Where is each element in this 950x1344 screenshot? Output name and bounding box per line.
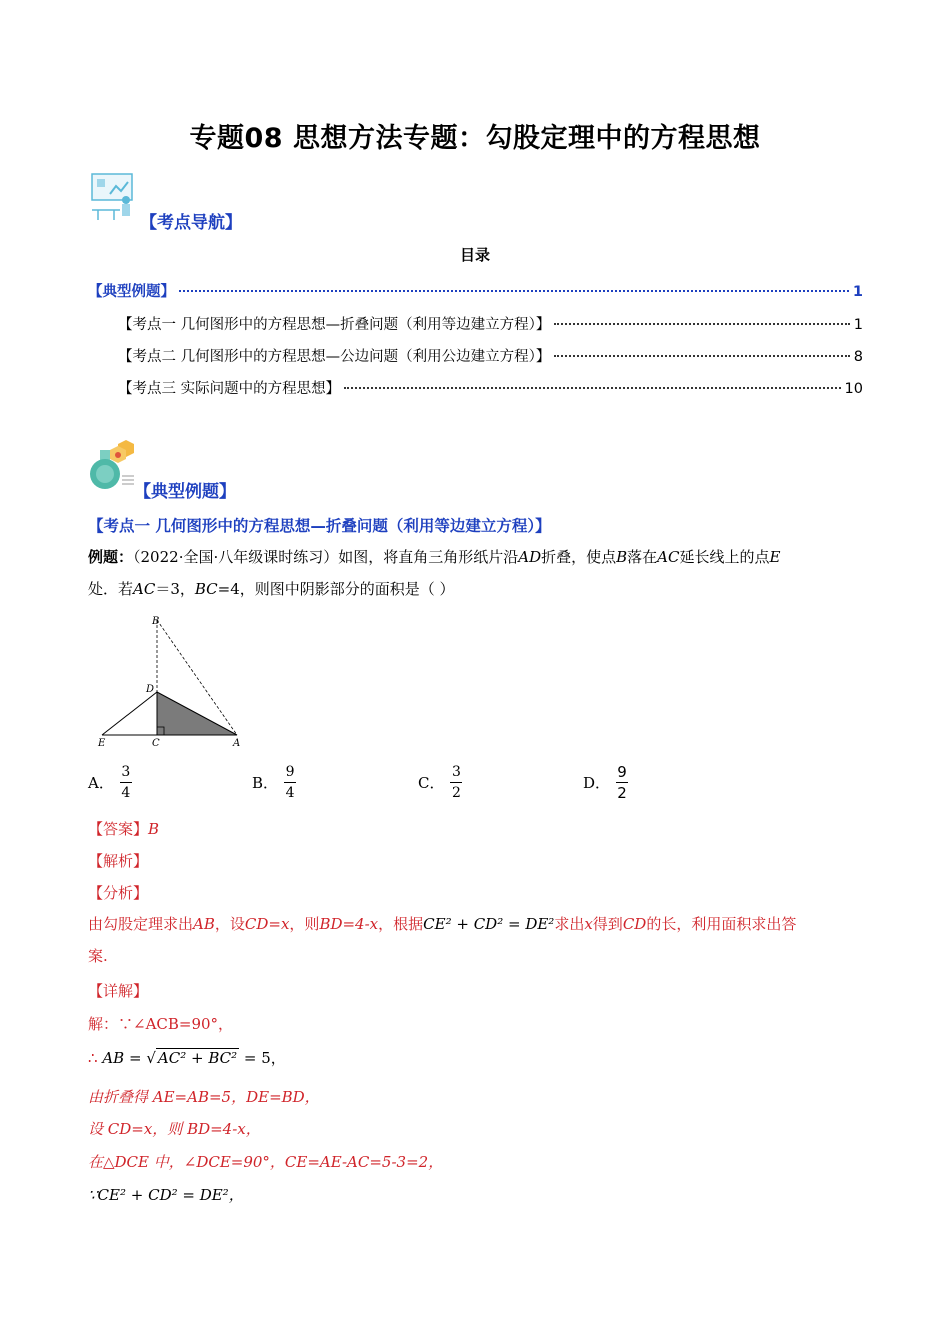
numerator: 9 bbox=[617, 763, 627, 781]
classroom-icon bbox=[88, 170, 140, 222]
toc-item-label: 【考点二 几何图形中的方程思想—公边问题（利用公边建立方程）】 bbox=[118, 349, 551, 365]
toc-leader bbox=[344, 387, 840, 389]
var-b: B bbox=[616, 548, 628, 566]
option-a[interactable] bbox=[88, 764, 132, 801]
example-text-part: 延长线上的点 bbox=[679, 548, 770, 566]
var-ad: AD bbox=[518, 548, 542, 566]
answer-value: B bbox=[148, 820, 160, 838]
step-2 bbox=[88, 1047, 286, 1068]
label-c: C bbox=[152, 738, 160, 749]
option-d[interactable] bbox=[583, 764, 628, 801]
sqrt-symbol: √ bbox=[146, 1049, 156, 1067]
step-part: = 5， bbox=[243, 1049, 286, 1067]
fenxi-label: 【分析】 bbox=[88, 884, 149, 902]
analysis-part: 得到 bbox=[592, 915, 623, 933]
toc-leader bbox=[179, 290, 849, 292]
analysis-part: CD=x bbox=[244, 915, 290, 933]
toc-item-page: 1 bbox=[853, 317, 863, 333]
step-part: = bbox=[128, 1049, 142, 1067]
step-5: 在△DCE 中，∠DCE=90°，CE=AE-AC=5-3=2， bbox=[88, 1153, 444, 1171]
toc-item[interactable] bbox=[118, 377, 863, 398]
analysis-part: BD=4-x bbox=[319, 915, 379, 933]
analysis-part: ，设 bbox=[214, 915, 245, 933]
fraction-bar bbox=[284, 782, 296, 783]
line-ed bbox=[102, 692, 157, 735]
analysis-part: 的长，利用面积求出答 bbox=[646, 915, 797, 933]
toc-item-page: 1 bbox=[852, 284, 863, 300]
examples-heading: 【典型例题】 bbox=[134, 482, 236, 502]
radicand: AC² + BC² bbox=[157, 1049, 238, 1067]
option-b[interactable] bbox=[252, 764, 296, 801]
analysis-part: ，则 bbox=[289, 915, 320, 933]
toc-item-page: 10 bbox=[844, 381, 863, 397]
xiangjie-label: 【详解】 bbox=[88, 982, 149, 1000]
nav-heading: 【考点导航】 bbox=[140, 213, 242, 233]
analysis-part: ，根据 bbox=[378, 915, 424, 933]
fraction bbox=[284, 764, 296, 801]
shaded-triangle bbox=[157, 692, 237, 735]
analysis-part: CD bbox=[622, 915, 647, 933]
label-a: A bbox=[233, 738, 241, 749]
triangle-figure bbox=[92, 612, 252, 754]
numerator: 3 bbox=[121, 764, 131, 780]
var-ac: AC bbox=[133, 580, 156, 598]
analysis-part: 由勾股定理求出 bbox=[88, 915, 194, 933]
step-part: AB bbox=[102, 1049, 125, 1067]
answer-line bbox=[88, 818, 159, 839]
kaodian-heading: 【考点一 几何图形中的方程思想—折叠问题（利用等边建立方程）】 bbox=[88, 517, 551, 535]
option-letter: D． bbox=[583, 774, 611, 792]
numerator: 3 bbox=[452, 764, 461, 780]
fraction bbox=[120, 764, 132, 801]
fraction-bar bbox=[450, 782, 462, 783]
var-ac: AC bbox=[657, 548, 680, 566]
label-b: B bbox=[152, 616, 160, 627]
step-3: 由折叠得 AE=AB=5，DE=BD， bbox=[88, 1088, 320, 1106]
step-part: ∴ bbox=[88, 1049, 98, 1067]
step-1: 解：∵∠ACB=90°， bbox=[88, 1015, 234, 1033]
flask-icon bbox=[88, 440, 138, 492]
answer-label: 【答案】 bbox=[88, 820, 149, 838]
label-d: D bbox=[146, 684, 155, 695]
toc-item[interactable] bbox=[88, 280, 863, 301]
toc-item-label: 【典型例题】 bbox=[88, 284, 175, 300]
formula: CE² + CD² = DE² bbox=[423, 915, 555, 933]
numerator: 9 bbox=[285, 764, 295, 780]
example-source: （2022·全国·八年级课时练习） bbox=[133, 548, 339, 566]
analysis-part: 案. bbox=[88, 947, 108, 965]
toc-item[interactable] bbox=[118, 345, 863, 366]
step-4: 设 CD=x，则 BD=4-x， bbox=[88, 1120, 261, 1138]
toc-item[interactable] bbox=[118, 313, 863, 334]
toc-item-label: 【考点一 几何图形中的方程思想—折叠问题（利用等边建立方程）】 bbox=[118, 317, 551, 333]
example-text-part: 处．若 bbox=[88, 580, 134, 598]
analysis-part: 求出 bbox=[554, 915, 585, 933]
jiexi-label: 【解析】 bbox=[88, 852, 149, 870]
toc-leader bbox=[554, 323, 849, 325]
fraction-bar bbox=[616, 782, 628, 783]
example-text-part: ＝3， bbox=[155, 580, 195, 598]
label-e: E bbox=[98, 738, 106, 749]
var-bc: BC bbox=[194, 580, 218, 598]
toc-leader bbox=[554, 355, 849, 357]
example-text-part: =4，则图中阴影部分的面积是（ ） bbox=[217, 580, 455, 598]
toc-heading: 目录 bbox=[459, 246, 490, 264]
example-label: 例题： bbox=[88, 548, 134, 566]
var-e: E bbox=[769, 548, 781, 566]
step-6: ∵CE² + CD² = DE²， bbox=[88, 1186, 244, 1204]
analysis-part: AB bbox=[193, 915, 215, 933]
option-c[interactable] bbox=[418, 764, 462, 801]
option-letter: A． bbox=[88, 774, 114, 792]
fraction bbox=[616, 764, 628, 801]
toc-item-label: 【考点三 实际问题中的方程思想】 bbox=[118, 381, 341, 397]
analysis-text bbox=[88, 908, 868, 972]
fraction-bar bbox=[120, 782, 132, 783]
page-title: 专题08 思想方法专题：勾股定理中的方程思想 bbox=[189, 123, 761, 154]
toc-item-page: 8 bbox=[853, 349, 863, 365]
denominator: 2 bbox=[617, 784, 627, 802]
example-text-part: 如图，将直角三角形纸片沿 bbox=[338, 548, 519, 566]
denominator: 4 bbox=[285, 785, 295, 801]
example-text-part: 折叠，使点 bbox=[541, 548, 617, 566]
analysis-part: x bbox=[584, 915, 593, 933]
option-letter: C． bbox=[418, 774, 445, 792]
example-text bbox=[88, 541, 863, 605]
denominator: 2 bbox=[452, 785, 461, 801]
denominator: 4 bbox=[121, 785, 131, 801]
fraction bbox=[450, 764, 462, 801]
option-letter: B． bbox=[252, 774, 279, 792]
example-text-part: 落在 bbox=[627, 548, 658, 566]
